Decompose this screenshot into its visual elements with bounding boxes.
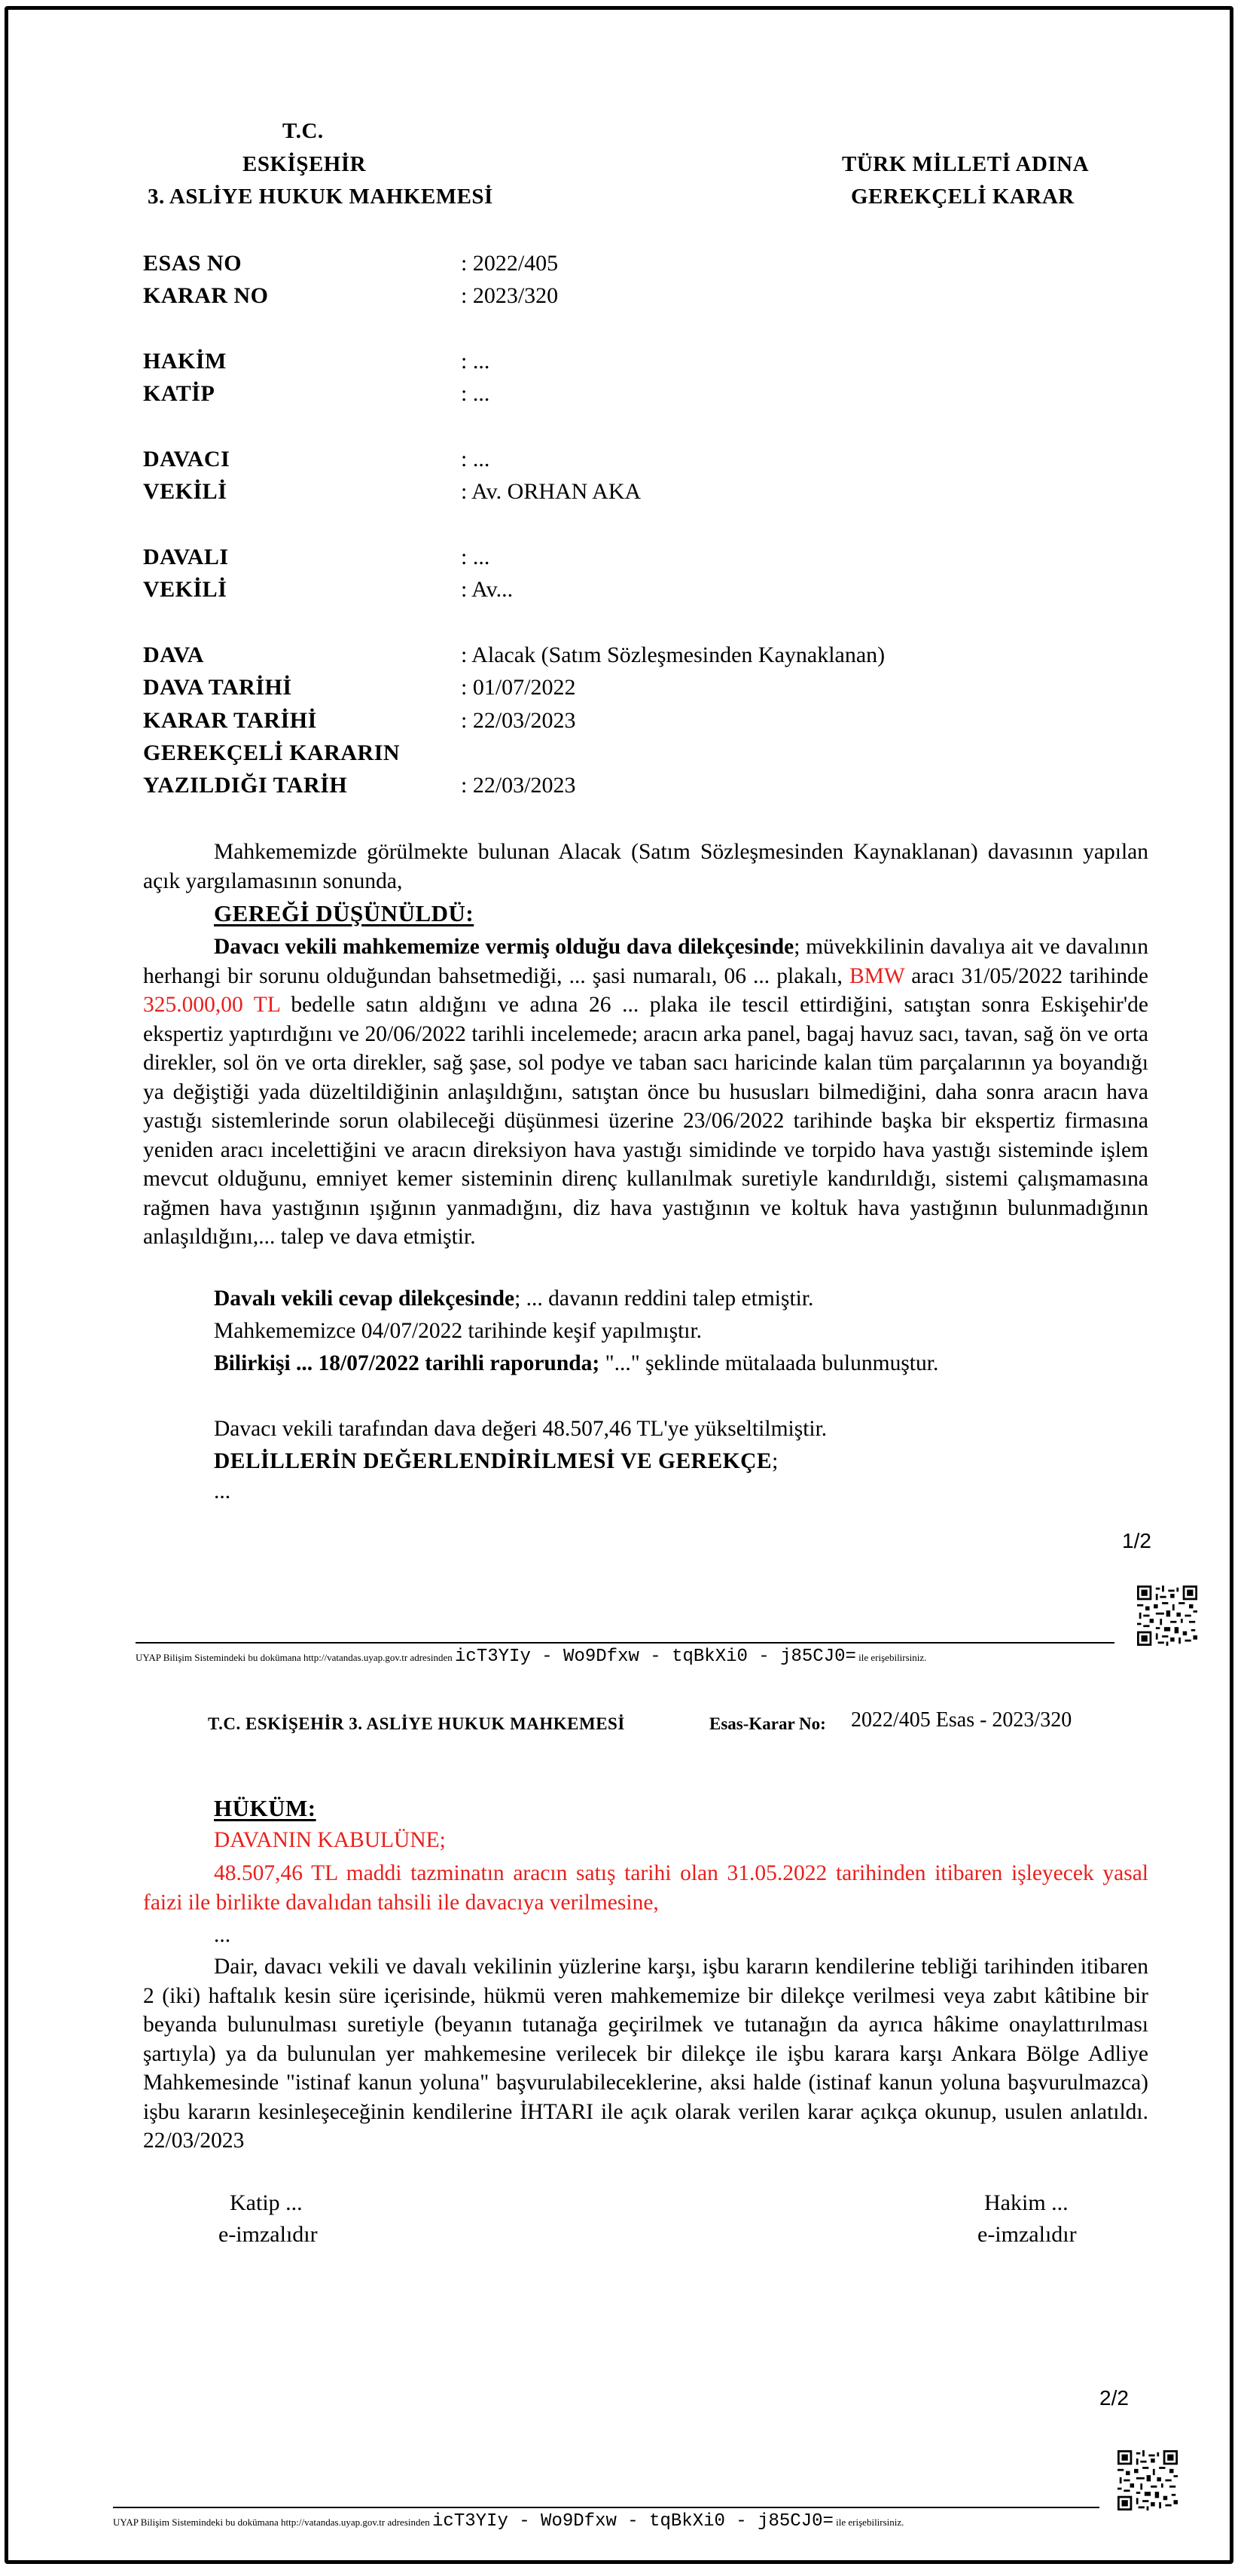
field-value-yazildigi: : 22/03/2023 [461,773,576,798]
answer-text: ; ... davanın reddini talep etmiştir. [514,1286,814,1311]
footer-access-code: icT3YIy - Wo9Dfxw - tqBkXi0 - j85CJ0= [455,1647,856,1667]
katip-signature: e-imzalıdır [218,2222,318,2247]
delil-line [214,1447,778,1476]
field-value-katip: : ... [461,381,490,406]
field-value-davali: : ... [461,545,490,569]
katip-name: Katip ... [230,2190,303,2215]
bilirkisi-text: "..." şeklinde mütalaada bulunmuştur. [599,1351,939,1375]
field-label-katip: KATİP [143,381,215,406]
footer-left-text: UYAP Bilişim Sistemindeki bu dokümana http://vatandas.uyap.gov.tr adresinden [113,2516,430,2528]
header-court: 3. ASLİYE HUKUK MAHKEMESİ [148,185,493,209]
footer-access-code: icT3YIy - Wo9Dfxw - tqBkXi0 - j85CJ0= [432,2511,834,2532]
claim-text-a: ; müvekkilinin davalıya ait ve davalının herhangi bir sorunu olduğundan bahsetmediği, ... şasi numaralı, 06 ... plakalı, [143,935,1148,988]
field-label-esas: ESAS NO [143,251,242,276]
header-tc: T.C. [282,119,324,143]
hukum-heading: HÜKÜM: [214,1795,316,1821]
field-label-davali-vekili: VEKİLİ [143,577,227,602]
field-label-hakim: HAKİM [143,349,227,374]
field-value-karar-tarihi: : 22/03/2023 [461,708,576,733]
field-label-yazildigi: YAZILDIĞI TARİH [143,773,348,798]
claim-text-c: bedelle satın aldığını ve adına 26 ... plaka ile tescil ettirdiğini, satıştan sonra Eskişehir'de ekspertiz yaptırdığını ve 20/06/2022 tarihli incelemede; aracın arka panel, bagaj havuz sacı, tavan, sağ ön ve orta direkler, sol ön ve orta direkler, sağ şase, sol podye ve taban sacı haricinde kalan tüm parçalarının ya boyandığı ya değiştiği yada düzeltildiğinin anlaşıldığını, satıştan önce bu hususları bilmediğini, daha sonra aracın hava yastığı sistemlerinde sorun olabileceği düşünmesi üzerine 23/06/2022 tarihinde başka bir ekspertiz firmasına yeniden aracı incelettiğini ve aracın direksiyon hava yastığı simidinde ve torpido hava yastığı sisteminde işlem mevcut olduğunu, emniyet kemer sisteminin direnç kullanılmak suretiyle kandırıldığı, sistemi çalışmamasına rağmen hava yastığının ışığının yanmadığını, diz hava yastığının ve koltuk hava yastığının bulunmadığının anlaşıldığını,... talep ve dava etmiştir. [143,993,1148,1249]
field-value-dava: : Alacak (Satım Sözleşmesinden Kaynaklanan) [461,642,886,667]
footer-right-text: ile erişebilirsiniz. [836,2516,904,2528]
kesif-line: Mahkememizce 04/07/2022 tarihinde keşif yapılmıştır. [214,1319,703,1343]
footer-left-text: UYAP Bilişim Sistemindeki bu dokümana http://vatandas.uyap.gov.tr adresinden [136,1652,453,1663]
field-value-davaci: : ... [461,447,490,472]
header-decision-type: GEREKÇELİ KARAR [851,185,1075,209]
claim-text-b: aracı 31/05/2022 tarihinde [904,963,1148,988]
header-nation: TÜRK MİLLETİ ADINA [842,152,1090,176]
field-value-davaci-vekili: : Av. ORHAN AKA [461,479,642,504]
bilirkisi-lead: Bilirkişi ... 18/07/2022 tarihli raporunda; [214,1351,600,1375]
delil-semicolon: ; [772,1449,779,1473]
page2-esas-value: 2022/405 Esas - 2023/320 [851,1708,1072,1732]
field-label-davali: DAVALI [143,545,229,569]
intro-paragraph: Mahkememizde görülmekte bulunan Alacak (Satım Sözleşmesinden Kaynaklanan) davasının yapılan açık yargılamasının sonunda, [143,840,1148,893]
hakim-name: Hakim ... [984,2190,1069,2215]
qr-code-icon [1117,2450,1178,2510]
field-label-davaci-vekili: VEKİLİ [143,479,227,504]
header-city: ESKİŞEHİR [242,152,367,176]
field-label-karar-tarihi: KARAR TARİHİ [143,708,317,733]
footer-rule [113,2507,1099,2508]
claim-price: 325.000,00 TL [143,993,280,1017]
claim-lead: Davacı vekili mahkememize vermiş olduğu dava dilekçesinde [214,935,794,959]
field-value-karar: : 2023/320 [461,283,559,308]
page2-ellipsis: ... [214,1923,231,1947]
footer-right-text: ile erişebilirsiniz. [858,1652,927,1663]
field-value-hakim: : ... [461,349,490,374]
field-label-karar: KARAR NO [143,283,269,308]
deger-line: Davacı vekili tarafından dava değeri 48.507,46 TL'ye yükseltilmiştir. [214,1417,828,1441]
tazminat-paragraph: 48.507,46 TL maddi tazminatın aracın satış tarihi olan 31.05.2022 tarihinden itibaren işleyecek yasal faizi ile birlikte davalıdan tahsili ile davacıya verilmesine, [143,1861,1148,1915]
footer-rule [136,1642,1114,1644]
page2-court-header: T.C. ESKİŞEHİR 3. ASLİYE HUKUK MAHKEMESİ [208,1714,625,1733]
answer-lead: Davalı vekili cevap dilekçesinde [214,1286,515,1311]
dair-paragraph: Dair, davacı vekili ve davalı vekilinin yüzlerine karşı, işbu kararın kendilerine tebliği tarihinden itibaren 2 (iki) haftalık kesin süre içerisinde, hükmü veren mahkememize bir dilekçe verilmesi veya zabıt kâtibine bir beyanda bulunulması suretiyle (beyanın tutanağa geçirilmek ve tutanağın da ayrıca hâkime onaylattırılması şartıyla) ya da bulunulan yer mahkemesine verilecek bir dilekçe ile işbu karara karşı Ankara Bölge Adliye Mahkemesinde "istinaf kanun yoluna" başvurulabileceklerine, aksi halde (istinaf kanun yoluna başvurulmazca) işbu kararın kesinleşeceğinin kendilerine İHTARI ile açık olarak verilen karar açıkça okunup, usulen anlatıldı. 22/03/2023 [143,1955,1148,2153]
page1-ellipsis: ... [214,1479,231,1503]
bilirkisi-line [214,1349,938,1378]
field-value-esas: : 2022/405 [461,251,559,276]
claim-brand: BMW [849,963,905,988]
answer-line [214,1284,813,1314]
field-value-davali-vekili: : Av... [461,577,514,602]
field-label-davaci: DAVACI [143,447,230,472]
kabul-line: DAVANIN KABULÜNE; [214,1828,446,1852]
geregi-heading: GEREĞİ DÜŞÜNÜLDÜ: [214,900,474,926]
field-label-dava: DAVA [143,642,204,667]
page2-esas-label: Esas-Karar No: [709,1714,826,1733]
field-value-dava-tarihi: : 01/07/2022 [461,675,576,700]
claim-paragraph [143,932,1148,1252]
field-label-gerekceli: GEREKÇELİ KARARIN [143,740,401,765]
footer-1 [136,1647,926,1667]
field-label-dava-tarihi: DAVA TARİHİ [143,675,292,700]
footer-2 [113,2511,904,2532]
delil-heading: DELİLLERİN DEĞERLENDİRİLMESİ VE GEREKÇE [214,1449,773,1473]
page1-number: 1/2 [1122,1529,1151,1552]
hakim-signature: e-imzalıdır [977,2222,1077,2247]
page2-number: 2/2 [1099,2386,1129,2410]
qr-code-icon [1137,1586,1197,1646]
